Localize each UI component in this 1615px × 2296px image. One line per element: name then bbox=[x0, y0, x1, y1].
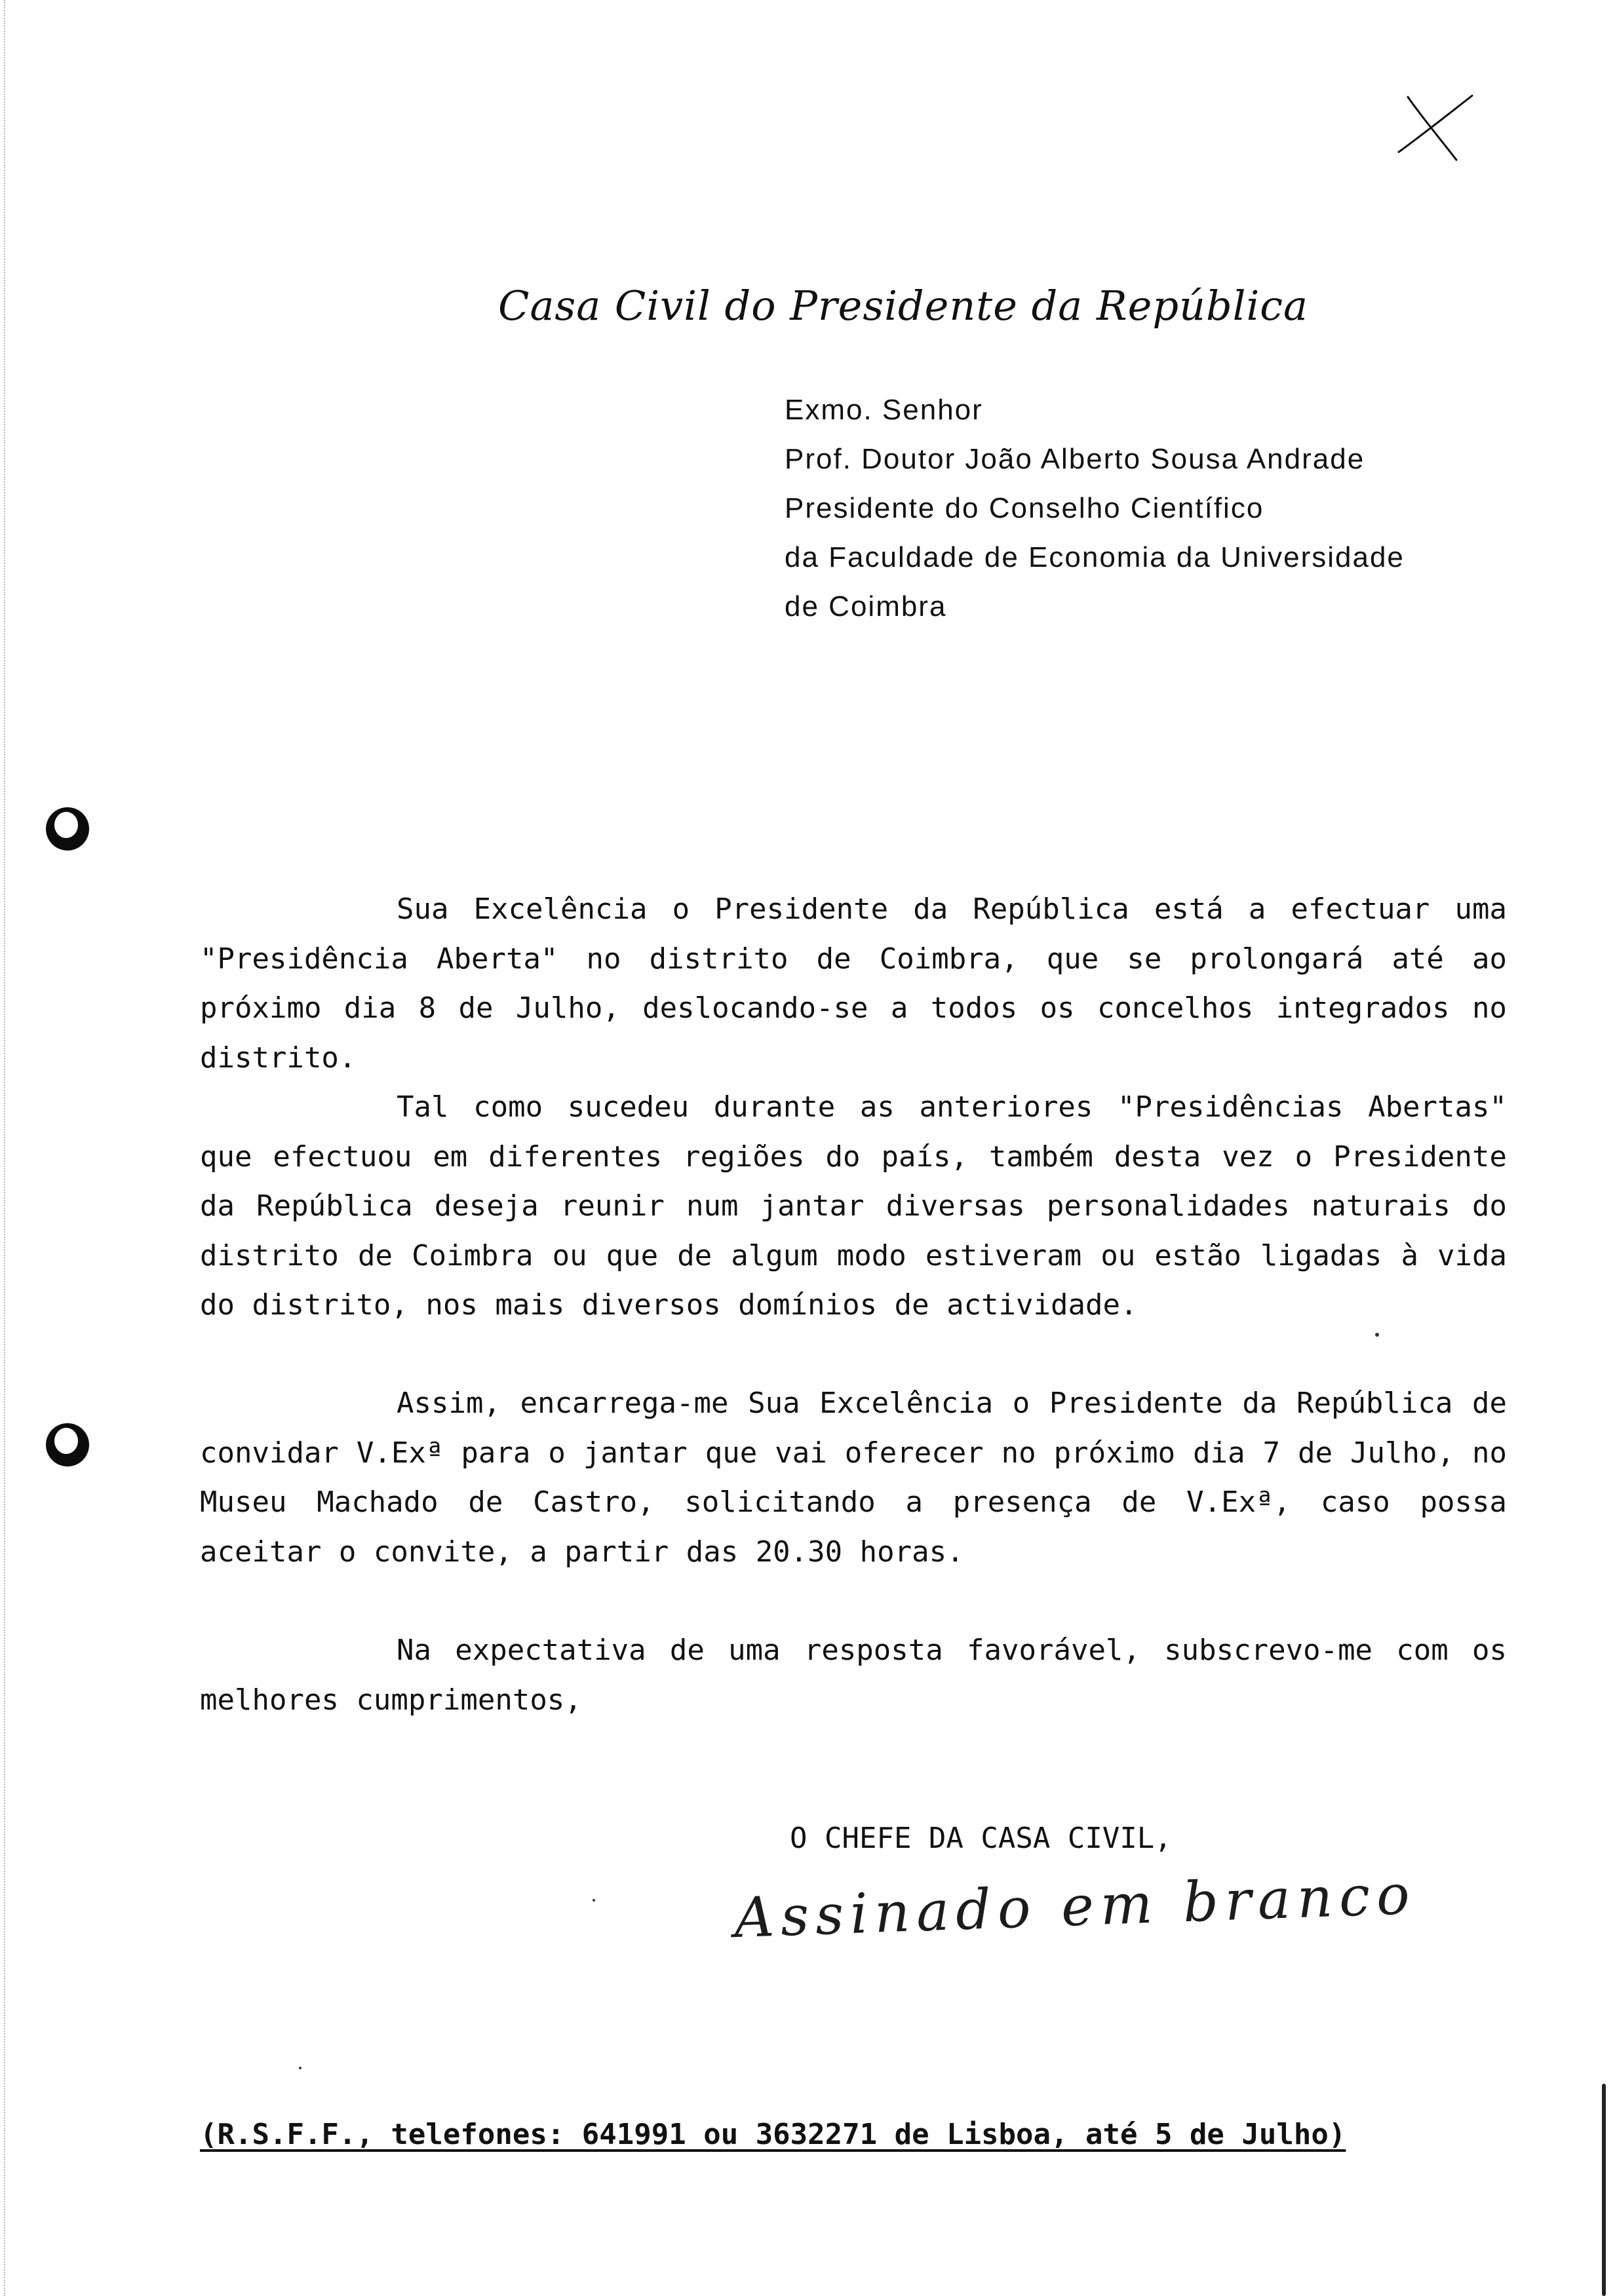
footer-note: (R.S.F.F., telefones: 641991 ou 3632271 de Lisboa, até 5 de Julho) bbox=[200, 2118, 1346, 2151]
scan-speck bbox=[299, 2067, 302, 2069]
body-paragraph: Sua Excelência o Presidente da República está a efectuar uma "Presidência Aberta" no distrito de Coimbra, que se prolongará até ao próximo dia 8 de Julho, deslocando-se a todos os concelhos integrados no distrito. bbox=[200, 892, 1507, 1075]
scan-speck bbox=[1375, 1333, 1379, 1337]
recipient-line: Prof. Doutor João Alberto Sousa Andrade bbox=[785, 443, 1365, 475]
page-edge-left bbox=[4, 0, 5, 2296]
recipient-line: Exmo. Senhor bbox=[785, 394, 983, 426]
punch-hole-icon bbox=[46, 807, 89, 851]
handwritten-x-mark bbox=[1396, 92, 1475, 164]
letterhead: Casa Civil do Presidente da República bbox=[498, 282, 1308, 330]
handwritten-signature: Assinado em branco bbox=[733, 1862, 1418, 1951]
body-paragraph: Assim, encarrega-me Sua Excelência o Presidente da República de convidar V.Exª para o jantar que vai oferecer no próximo dia 7 de Julho, no Museu Machado de Castro, solicitando a presença de V.Exª, caso possa aceitar o convite, a partir das 20.30 horas. bbox=[200, 1387, 1507, 1569]
recipient-line: Presidente do Conselho Científico bbox=[785, 492, 1264, 524]
closing-title: O CHEFE DA CASA CIVIL, bbox=[790, 1822, 1172, 1855]
body-paragraph: Na expectativa de uma resposta favorável, subscrevo-me com os melhores cumprimentos, bbox=[200, 1634, 1507, 1717]
recipient-line: da Faculdade de Economia da Universidade bbox=[785, 541, 1405, 573]
page-edge-curl bbox=[1602, 2084, 1606, 2296]
recipient-address bbox=[785, 385, 1405, 631]
punch-hole-icon bbox=[46, 1423, 89, 1466]
scan-speck bbox=[593, 1899, 595, 1902]
recipient-line: de Coimbra bbox=[785, 590, 947, 622]
body-paragraph: Tal como sucedeu durante as anteriores "Presidências Abertas" que efectuou em diferentes regiões do país, também desta vez o Presidente da República deseja reunir num jantar diversas personalidades naturais do distrito de Coimbra ou que de algum modo estiveram ou estão ligadas à vida do distrito, nos mais diversos domínios de actividade. bbox=[200, 1090, 1507, 1322]
